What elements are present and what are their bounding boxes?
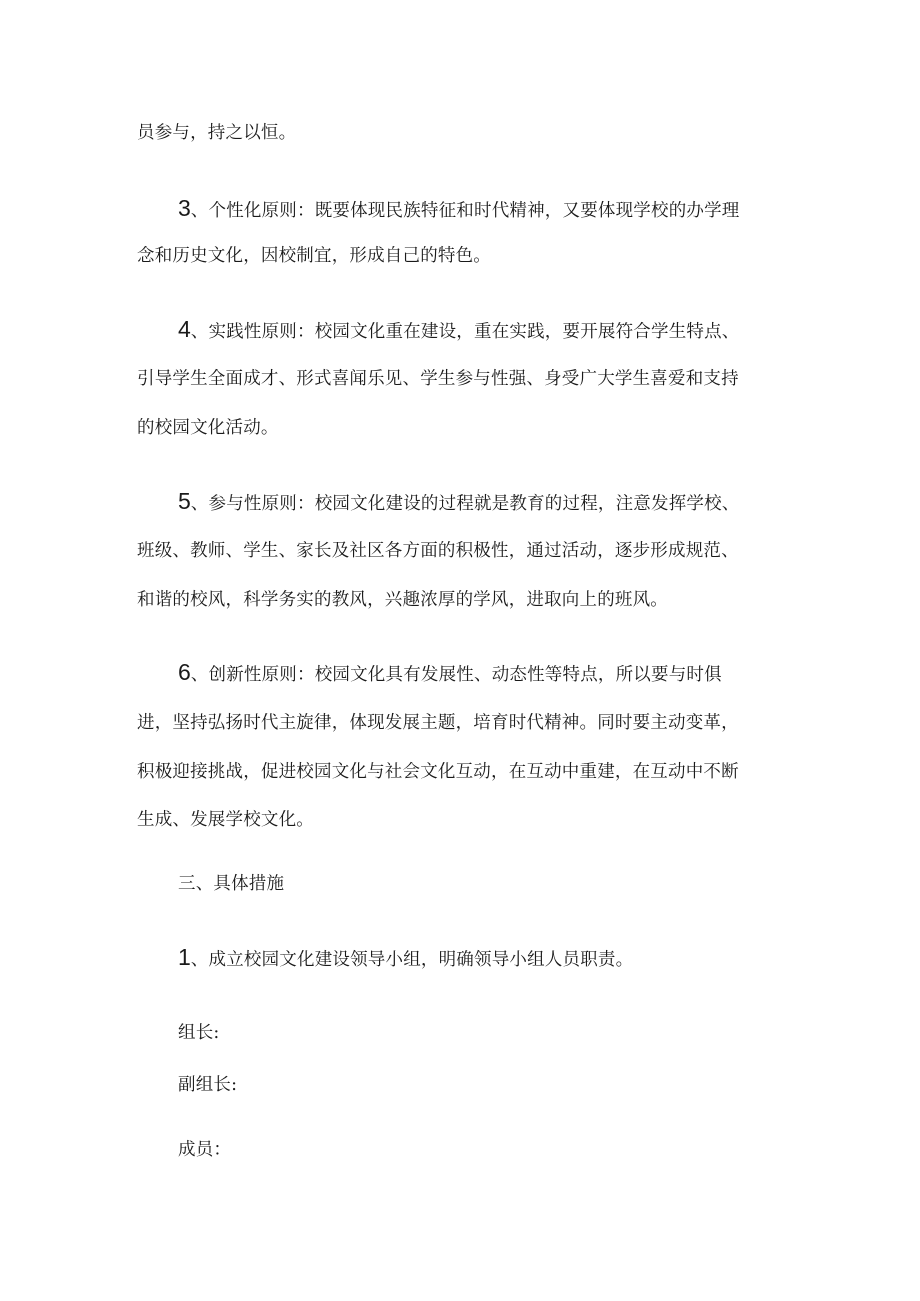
paragraph-5-number: 5 bbox=[178, 488, 191, 514]
role-leader: 组长: bbox=[178, 1023, 220, 1043]
paragraph-4-line-2: 引导学生全面成才、形式喜闻乐见、学生参与性强、身受广大学生喜爱和支持 bbox=[137, 369, 739, 389]
paragraph-5-line-2: 班级、教师、学生、家长及社区各方面的积极性，通过活动，逐步形成规范、 bbox=[137, 541, 739, 561]
paragraph-6-number: 6 bbox=[178, 659, 191, 685]
paragraph-5-line-3: 和谐的校风，科学务实的教风，兴趣浓厚的学风，进取向上的班风。 bbox=[137, 590, 668, 610]
paragraph-6-line-1 bbox=[178, 660, 722, 687]
measure-1-line bbox=[178, 945, 633, 972]
measure-1-number: 1 bbox=[178, 944, 191, 970]
role-members: 成员： bbox=[178, 1140, 232, 1160]
paragraph-6-line-4: 生成、发展学校文化。 bbox=[137, 810, 314, 830]
paragraph-6-line-3: 积极迎接挑战，促进校园文化与社会文化互动，在互动中重建，在互动中不断 bbox=[137, 762, 739, 782]
paragraph-3-number: 3 bbox=[178, 195, 191, 221]
paragraph-5-line-1 bbox=[178, 489, 740, 516]
paragraph-5-text: 、参与性原则：校园文化建设的过程就是教育的过程，注意发挥学校、 bbox=[190, 494, 740, 514]
paragraph-3-text: 、个性化原则：既要体现民族特征和时代精神，又要体现学校的办学理 bbox=[190, 201, 740, 221]
section-heading: 三、具体措施 bbox=[178, 874, 285, 894]
role-deputy-leader: 副组长: bbox=[178, 1075, 238, 1095]
paragraph-4-number: 4 bbox=[178, 316, 191, 342]
paragraph-6-line-2: 进，坚持弘扬时代主旋律，体现发展主题，培育时代精神。同时要主动变革， bbox=[137, 713, 739, 733]
paragraph-4-line-1 bbox=[178, 317, 740, 344]
paragraph-3-line-2: 念和历史文化，因校制宜，形成自己的特色。 bbox=[137, 246, 491, 266]
measure-1-text: 、成立校园文化建设领导小组，明确领导小组人员职责。 bbox=[190, 950, 634, 970]
paragraph-4-text: 、实践性原则：校园文化重在建设，重在实践，要开展符合学生特点、 bbox=[190, 322, 740, 342]
paragraph-6-text: 、创新性原则：校园文化具有发展性、动态性等特点，所以要与时俱 bbox=[190, 665, 722, 685]
paragraph-4-line-3: 的校园文化活动。 bbox=[137, 418, 279, 438]
paragraph-3-line-1 bbox=[178, 196, 740, 223]
paragraph-intro-line-1: 员参与，持之以恒。 bbox=[137, 123, 297, 143]
